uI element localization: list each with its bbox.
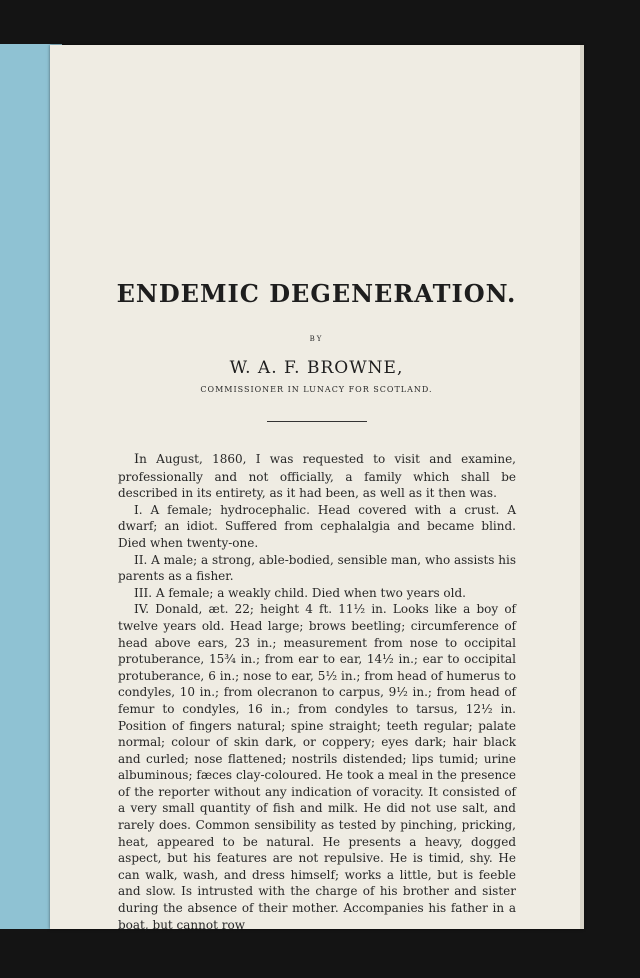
- document-page: [50, 45, 583, 932]
- author-name: W. A. F. BROWNE,: [229, 358, 404, 378]
- paragraph-case-2: II. A male; a strong, able-bodied, sensible man, who assists his parents as a fisher.: [118, 552, 516, 584]
- title-divider: [267, 421, 367, 422]
- author-office: COMMISSIONER IN LUNACY FOR SCOTLAND.: [200, 385, 433, 394]
- document-title: ENDEMIC DEGENERATION.: [116, 279, 517, 308]
- show-through-text: [110, 107, 550, 227]
- paragraph-case-4: IV. Donald, æt. 22; height 4 ft. 11½ in. Looks like a boy of twelve years old. Head large; brows beetling; circumference of head above ears, 23 in.; measurement from nose to occipital protuberance, 15¾ in.; from ear to ear, 14½ in.; ear to occipital protuberance, 6 in.; nose to ear, 5½ in.; from head of humerus to condyles, 10 in.; from olecranon to carpus, 9½ in.; from head of femur to condyles, 16 in.; from condyles to tarsus, 12½ in. Position of fingers natural; spine straight; teeth regular; palate normal; colour of skin dark, or coppery; eyes dark; hair black and curled; nose flattened; nostrils distended; lips tumid; urine albuminous; fæces clay-coloured. He took a meal in the presence of the reporter without any indication of voracity. It consisted of a very small quantity of fish and milk. He did not use salt, and rarely does. Common sensibility as tested by pinching, pricking, heat, appeared to be natural. He presents a heavy, dogged aspect, but his features are not repulsive. He is timid, shy. He can walk, wash, and dress himself; works a little, but is feeble and slow. Is intrusted with the charge of his brother and sister during the absence of their mother. Accompanies his father in a boat, but cannot row: [118, 602, 516, 932]
- paragraph-case-1: I. A female; hydrocephalic. Head covered with a crust. A dwarf; an idiot. Suffered from cephalalgia and became blind. Died when twenty-one.: [118, 502, 516, 550]
- byline: BY: [309, 335, 324, 343]
- paragraph-case-3: III. A female; a weakly child. Died when two years old.: [134, 585, 466, 600]
- page-edge: [580, 45, 584, 929]
- paragraph-intro: In August, 1860, I was requested to visit and examine, professionally and not officially, a family which shall be described in its entirety, as it had been, as well as it then was.: [118, 452, 516, 501]
- body-text: [118, 451, 516, 933]
